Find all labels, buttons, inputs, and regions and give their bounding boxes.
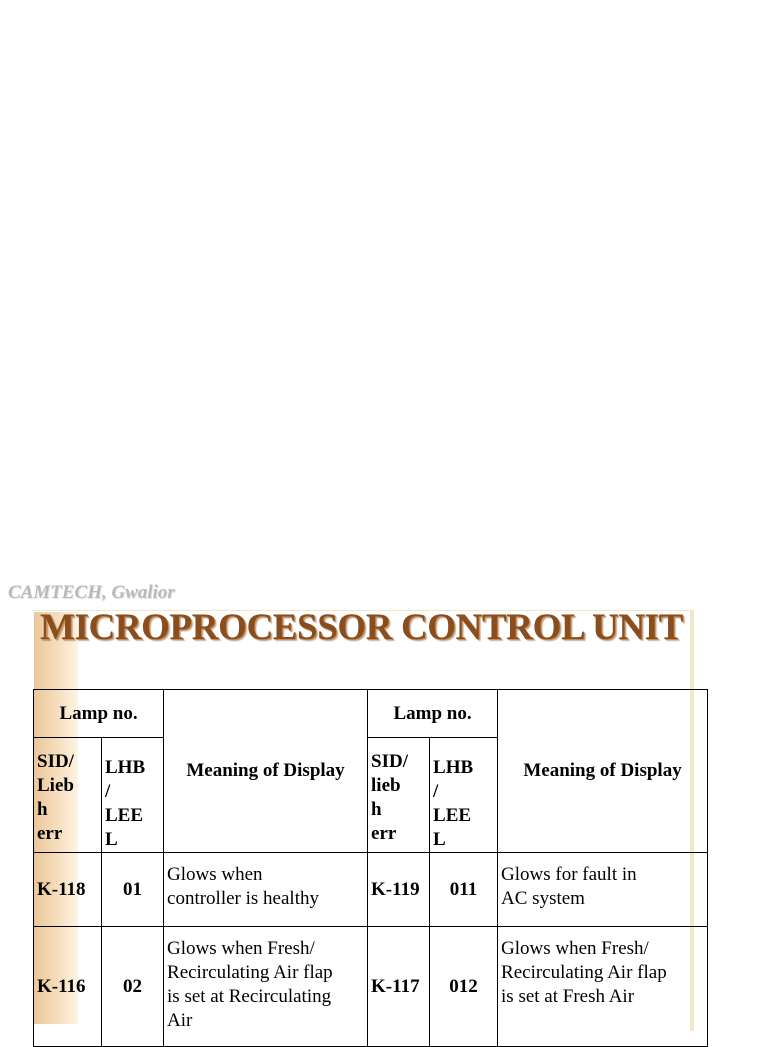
lhb-subheader-left: LHB / LEE L bbox=[102, 738, 164, 853]
lamp-table bbox=[33, 689, 708, 1047]
lhb-subheader-right: LHB / LEE L bbox=[430, 738, 498, 853]
sid-cell-right: K-119 bbox=[368, 853, 430, 927]
sid-subheader-left: SID/ Lieb h err bbox=[34, 738, 102, 853]
meaning-cell-left: Glows when controller is healthy bbox=[164, 853, 368, 927]
lhb-cell-left: 01 bbox=[102, 853, 164, 927]
lhb-cell-right: 011 bbox=[430, 853, 498, 927]
sid-subheader-right: SID/ lieb h err bbox=[368, 738, 430, 853]
slide-title: MICROPROCESSOR CONTROL UNIT bbox=[40, 607, 683, 648]
table-row bbox=[34, 853, 708, 927]
lhb-cell-left: 02 bbox=[102, 927, 164, 1047]
meaning-header-right: Meaning of Display bbox=[498, 690, 708, 853]
lamp-no-header-left: Lamp no. bbox=[34, 690, 164, 738]
lhb-cell-right: 012 bbox=[430, 927, 498, 1047]
meaning-cell-right: Glows for fault in AC system bbox=[498, 853, 708, 927]
meaning-header-left: Meaning of Display bbox=[164, 690, 368, 853]
sid-cell-right: K-117 bbox=[368, 927, 430, 1047]
table-row bbox=[34, 927, 708, 1047]
sid-cell-left: K-116 bbox=[34, 927, 102, 1047]
sid-cell-left: K-118 bbox=[34, 853, 102, 927]
meaning-cell-right: Glows when Fresh/ Recirculating Air flap is set at Fresh Air bbox=[498, 927, 708, 1047]
table-header-row bbox=[34, 690, 708, 738]
meaning-cell-left: Glows when Fresh/ Recirculating Air flap is set at Recirculating Air bbox=[164, 927, 368, 1047]
organization-header: CAMTECH, Gwalior bbox=[8, 582, 175, 603]
lamp-no-header-right: Lamp no. bbox=[368, 690, 498, 738]
